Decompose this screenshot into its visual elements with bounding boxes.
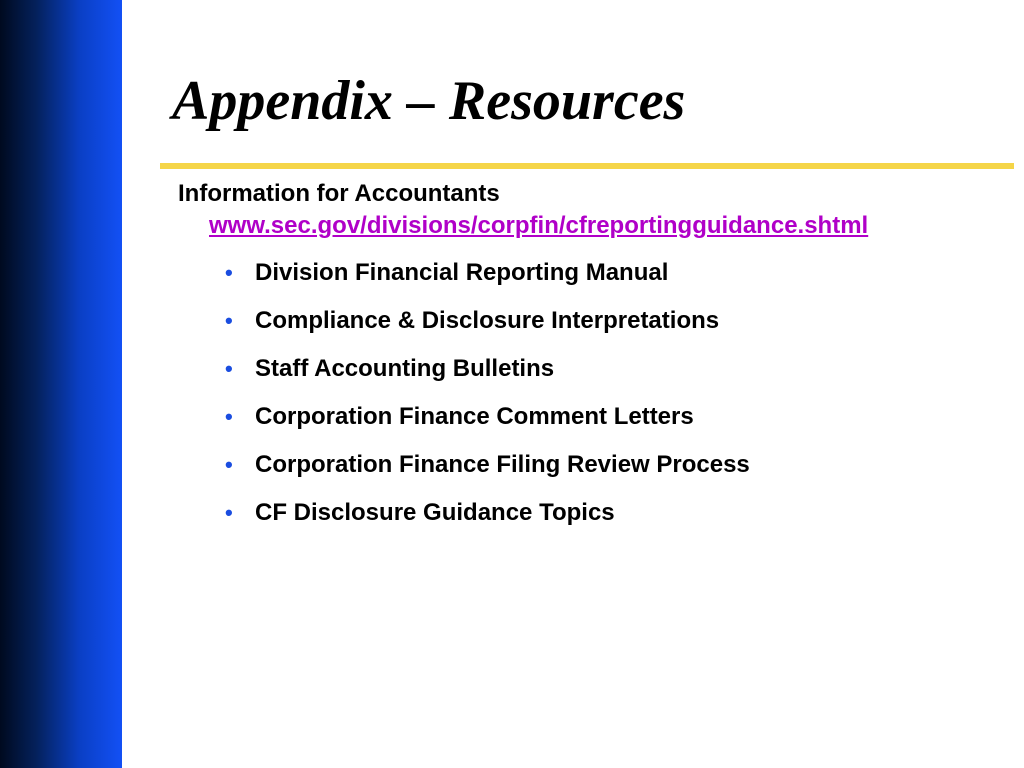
section-heading: Information for Accountants [178,180,500,207]
content-area [178,178,1008,545]
list-item [178,401,1008,433]
slide-title: Appendix – Resources [172,70,686,132]
list-item [178,449,1008,481]
list-item [178,305,1008,337]
bullet-icon: • [225,356,233,381]
resource-list [178,257,1008,529]
list-item-label: Division Financial Reporting Manual [255,259,669,286]
bullet-icon: • [225,452,233,477]
list-item [178,257,1008,289]
list-item-label: Compliance & Disclosure Interpretations [255,307,720,334]
list-item-label: Staff Accounting Bulletins [255,355,555,382]
bullet-icon: • [225,308,233,333]
side-gradient-band [0,0,122,768]
list-item [178,353,1008,385]
resource-link[interactable]: www.sec.gov/divisions/corpfin/cfreportingguidance.shtml [209,212,869,239]
bullet-icon: • [225,404,233,429]
bullet-icon: • [225,260,233,285]
bullet-icon: • [225,500,233,525]
list-item-label: CF Disclosure Guidance Topics [255,499,615,526]
list-item-label: Corporation Finance Filing Review Process [255,451,750,478]
list-item-label: Corporation Finance Comment Letters [255,403,694,430]
list-item [178,497,1008,529]
title-divider [160,163,1014,169]
